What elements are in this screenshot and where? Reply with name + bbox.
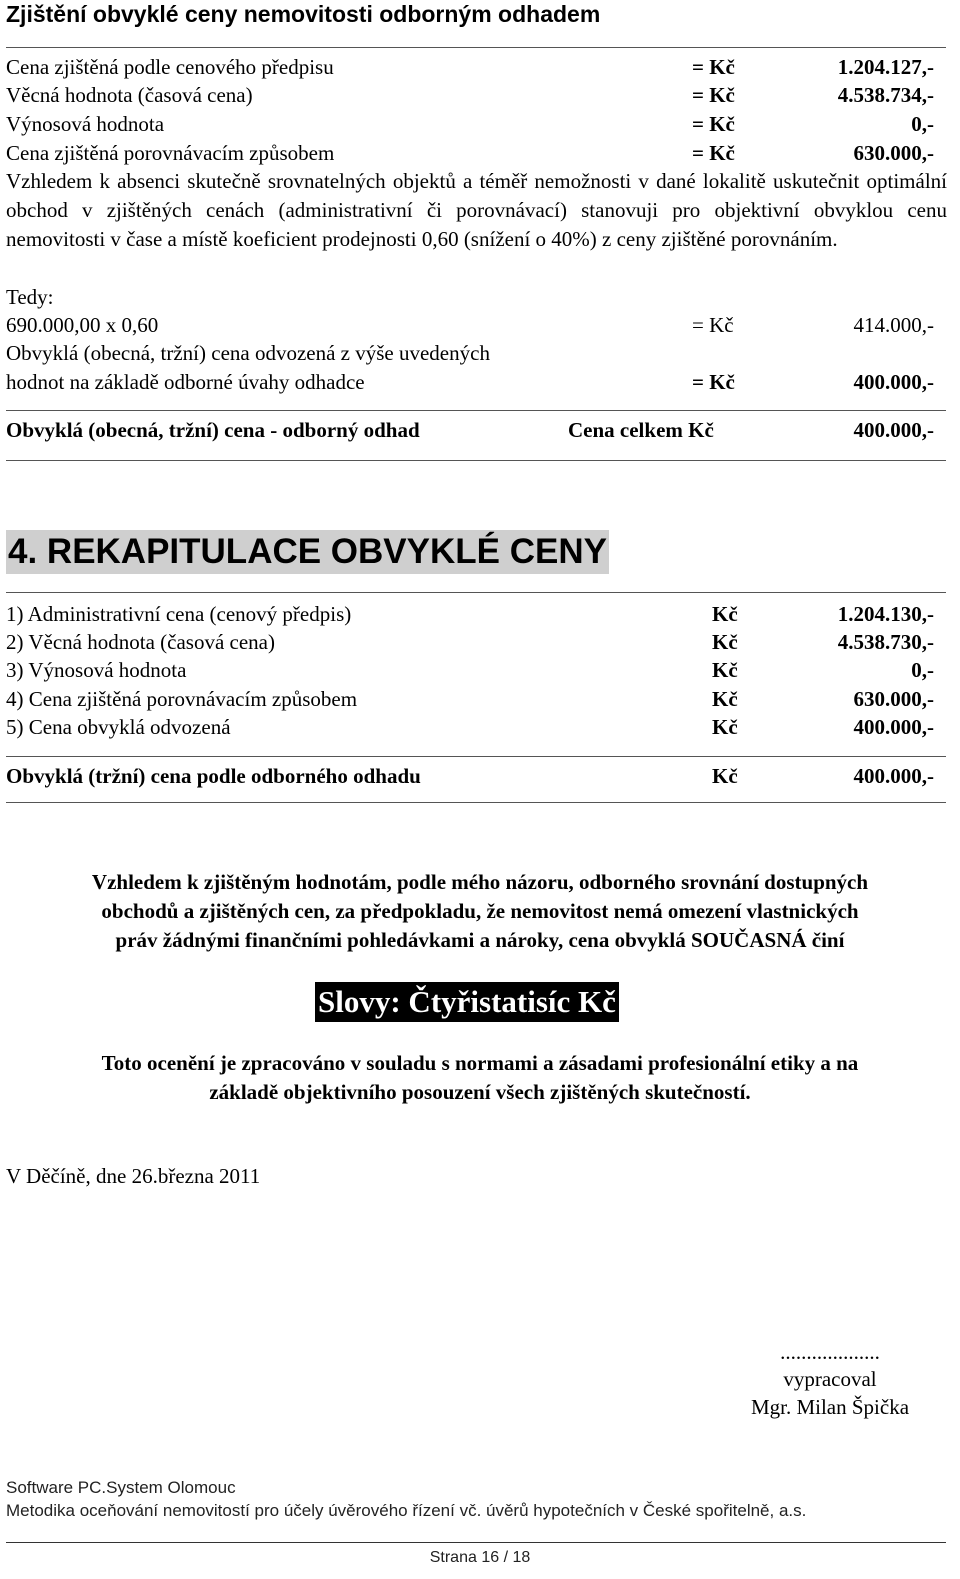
recap-label: 5) Cena obvyklá odvozená: [6, 715, 231, 739]
calc-value: 414.000,-: [853, 313, 934, 337]
row-label: Věcná hodnota (časová cena): [6, 83, 253, 107]
row-currency: = Kč: [692, 55, 735, 79]
row-value: 4.538.734,-: [837, 83, 934, 107]
recap-value: 4.538.730,-: [837, 630, 934, 654]
tedy-row: [6, 283, 934, 311]
recap-row: [6, 628, 934, 656]
recap-total-label: Obvyklá (tržní) cena podle odborného odhadu: [6, 764, 421, 788]
recap-heading: 4. REKAPITULACE OBVYKLÉ CENY: [8, 532, 607, 571]
calc-row: [6, 311, 934, 339]
row-value: 0,-: [911, 112, 934, 136]
conclusion-line: obchodů a zjištěných cen, za předpokladu, že nemovitost nemá omezení vlastnických: [101, 899, 859, 923]
value-row: [6, 81, 934, 109]
row-currency: = Kč: [692, 83, 735, 107]
footer-software: Software PC.System Olomouc: [6, 1478, 236, 1497]
total-row: [6, 416, 934, 444]
recap-value: 0,-: [911, 658, 934, 682]
ethics-line: základě objektivního posouzení všech zjištěných skutečností.: [209, 1080, 751, 1104]
recap-row: [6, 713, 934, 741]
recap-value: 400.000,-: [853, 715, 934, 739]
recap-currency: Kč: [712, 602, 738, 626]
row-value: 1.204.127,-: [837, 55, 934, 79]
derived-currency: = Kč: [692, 370, 735, 394]
divider: [6, 47, 946, 48]
value-row: [6, 139, 934, 167]
recap-row: [6, 600, 934, 628]
conclusion-line: Vzhledem k zjištěným hodnotám, podle mého názoru, odborného srovnání dostupných: [91, 870, 869, 894]
recap-currency: Kč: [712, 687, 738, 711]
recap-currency: Kč: [712, 715, 738, 739]
derived-row-line1: [6, 339, 934, 367]
derived-value: 400.000,-: [853, 370, 934, 394]
recap-total-currency: Kč: [712, 764, 738, 788]
recap-total-row: [6, 762, 934, 790]
recap-label: 3) Výnosová hodnota: [6, 658, 187, 682]
tedy-label: Tedy:: [6, 285, 54, 309]
footer-divider: [6, 1542, 946, 1543]
row-label: Cena zjištěná podle cenového předpisu: [6, 55, 334, 79]
row-currency: = Kč: [692, 141, 735, 165]
value-row: [6, 110, 934, 138]
total-value: 400.000,-: [853, 418, 934, 442]
section-title: Zjištění obvyklé ceny nemovitosti odborným odhadem: [6, 1, 601, 27]
recap-currency: Kč: [712, 630, 738, 654]
row-currency: = Kč: [692, 112, 735, 136]
total-label: Obvyklá (obecná, tržní) cena - odborný odhad: [6, 418, 420, 442]
recap-label: 4) Cena zjištěná porovnávacím způsobem: [6, 687, 358, 711]
divider: [6, 756, 946, 757]
divider: [6, 592, 946, 593]
recap-label: 1) Administrativní cena (cenový předpis): [6, 602, 352, 626]
value-row: [6, 53, 934, 81]
amount-in-words: Slovy: Čtyřistatisíc Kč: [315, 982, 619, 1022]
footer-methodology: Metodika oceňování nemovitostí pro účely úvěrového řízení vč. úvěrů hypotečních v České spořitelně, a.s.: [6, 1501, 807, 1520]
row-value: 630.000,-: [853, 141, 934, 165]
derived-label-line2: hodnot na základě odborné úvahy odhadce: [6, 370, 365, 394]
divider: [6, 460, 946, 461]
recap-value: 1.204.130,-: [837, 602, 934, 626]
calc-label: 690.000,00 x 0,60: [6, 313, 159, 337]
recap-total-value: 400.000,-: [853, 764, 934, 788]
calc-currency: = Kč: [692, 313, 734, 337]
recap-currency: Kč: [712, 658, 738, 682]
page-number: Strana 16 / 18: [429, 1549, 531, 1566]
divider: [6, 410, 946, 411]
derived-row: [6, 368, 934, 396]
row-label: Cena zjištěná porovnávacím způsobem: [6, 141, 335, 165]
ethics-line: Toto ocenění je zpracováno v souladu s normami a zásadami profesionální etiky a na: [101, 1051, 859, 1075]
recap-heading-box: [6, 530, 609, 574]
divider: [6, 802, 946, 803]
conclusion-line: práv žádnými finančními pohledávkami a nároky, cena obvyklá SOUČASNÁ činí: [115, 928, 845, 952]
signature-prepared: vypracoval: [783, 1367, 877, 1391]
signature-name: Mgr. Milan Špička: [750, 1395, 910, 1419]
total-currency: Cena celkem Kč: [568, 418, 714, 442]
justification-paragraph: Vzhledem k absenci skutečně srovnatelných objektů a téměř nemožnosti v dané lokalitě uskutečnit optimální obchod v zjištěných cenách (administrativní či porovnávací) stanovuji pro objektivní obvyklou cenu nemovitosti v čase a místě koeficient prodejnosti 0,60 (snížení o 40%) z ceny zjištěné porovnáním.: [6, 169, 947, 251]
signature-dots: ...................: [780, 1340, 880, 1364]
recap-row: [6, 685, 934, 713]
recap-row: [6, 656, 934, 684]
row-label: Výnosová hodnota: [6, 112, 165, 136]
recap-value: 630.000,-: [853, 687, 934, 711]
recap-label: 2) Věcná hodnota (časová cena): [6, 630, 275, 654]
place-date: V Děčíně, dne 26.března 2011: [6, 1164, 261, 1188]
derived-label-line1: Obvyklá (obecná, tržní) cena odvozená z výše uvedených: [6, 341, 490, 365]
